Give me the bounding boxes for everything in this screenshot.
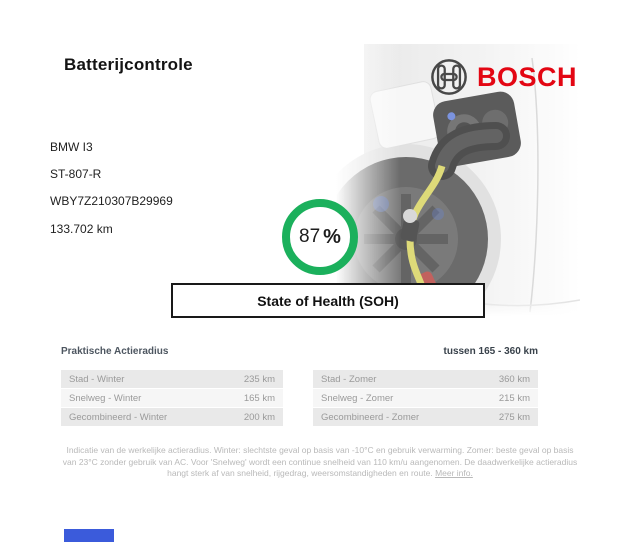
soh-label-box <box>171 283 485 318</box>
table-row <box>61 408 283 426</box>
row-value: 360 km <box>498 373 530 385</box>
range-header <box>61 346 538 357</box>
soh-label: State of Health (SOH) <box>257 292 399 309</box>
row-value: 200 km <box>243 411 275 423</box>
bosch-logo <box>430 58 577 96</box>
row-value: 165 km <box>243 392 275 404</box>
table-row <box>61 389 283 407</box>
page-title: Batterijcontrole <box>64 55 193 74</box>
bosch-wordmark: BOSCH <box>477 62 578 92</box>
vin: WBY7Z210307B29969 <box>50 194 173 208</box>
soh-gauge-unit: % <box>323 225 341 248</box>
row-label: Gecombineerd - Zomer <box>321 411 420 423</box>
footnote-text: Indicatie van de werkelijke actieradius. Winter: slechtste geval op basis van -10°C en gebruik verwarming. Zomer: beste geval op basis van 23°C zonder gebruik van AC. Voor 'Snelweg' wordt een continue snelheid van 110 km/u aangenomen. De daadwerkelijke actieradius hangt sterk af van snelheid, rijgedrag, weersomstandigheden en route. <box>62 445 578 478</box>
license-plate: ST-807-R <box>50 167 102 181</box>
row-value: 215 km <box>498 392 530 404</box>
bosch-anchor-icon <box>430 58 468 96</box>
row-label: Stad - Winter <box>69 373 125 385</box>
winter-range-table <box>61 370 283 427</box>
range-summary: tussen 165 - 360 km <box>443 346 538 357</box>
footer-accent-bar[interactable] <box>64 529 114 542</box>
meer-info-link[interactable]: Meer info. <box>435 468 473 478</box>
table-row <box>313 389 538 407</box>
summer-range-table <box>313 370 538 427</box>
row-label: Stad - Zomer <box>321 373 377 385</box>
row-value: 235 km <box>243 373 275 385</box>
odometer: 133.702 km <box>50 222 113 236</box>
row-label: Snelweg - Winter <box>69 392 142 404</box>
row-value: 275 km <box>498 411 530 423</box>
vehicle-model: BMW I3 <box>50 140 93 154</box>
range-section-title: Praktische Actieradius <box>61 346 169 357</box>
row-label: Gecombineerd - Winter <box>69 411 168 423</box>
table-row <box>313 370 538 388</box>
table-row <box>61 370 283 388</box>
row-label: Snelweg - Zomer <box>321 392 394 404</box>
table-row <box>313 408 538 426</box>
soh-gauge <box>282 199 358 275</box>
range-footnote <box>62 445 578 480</box>
soh-gauge-value: 87 <box>299 226 321 247</box>
